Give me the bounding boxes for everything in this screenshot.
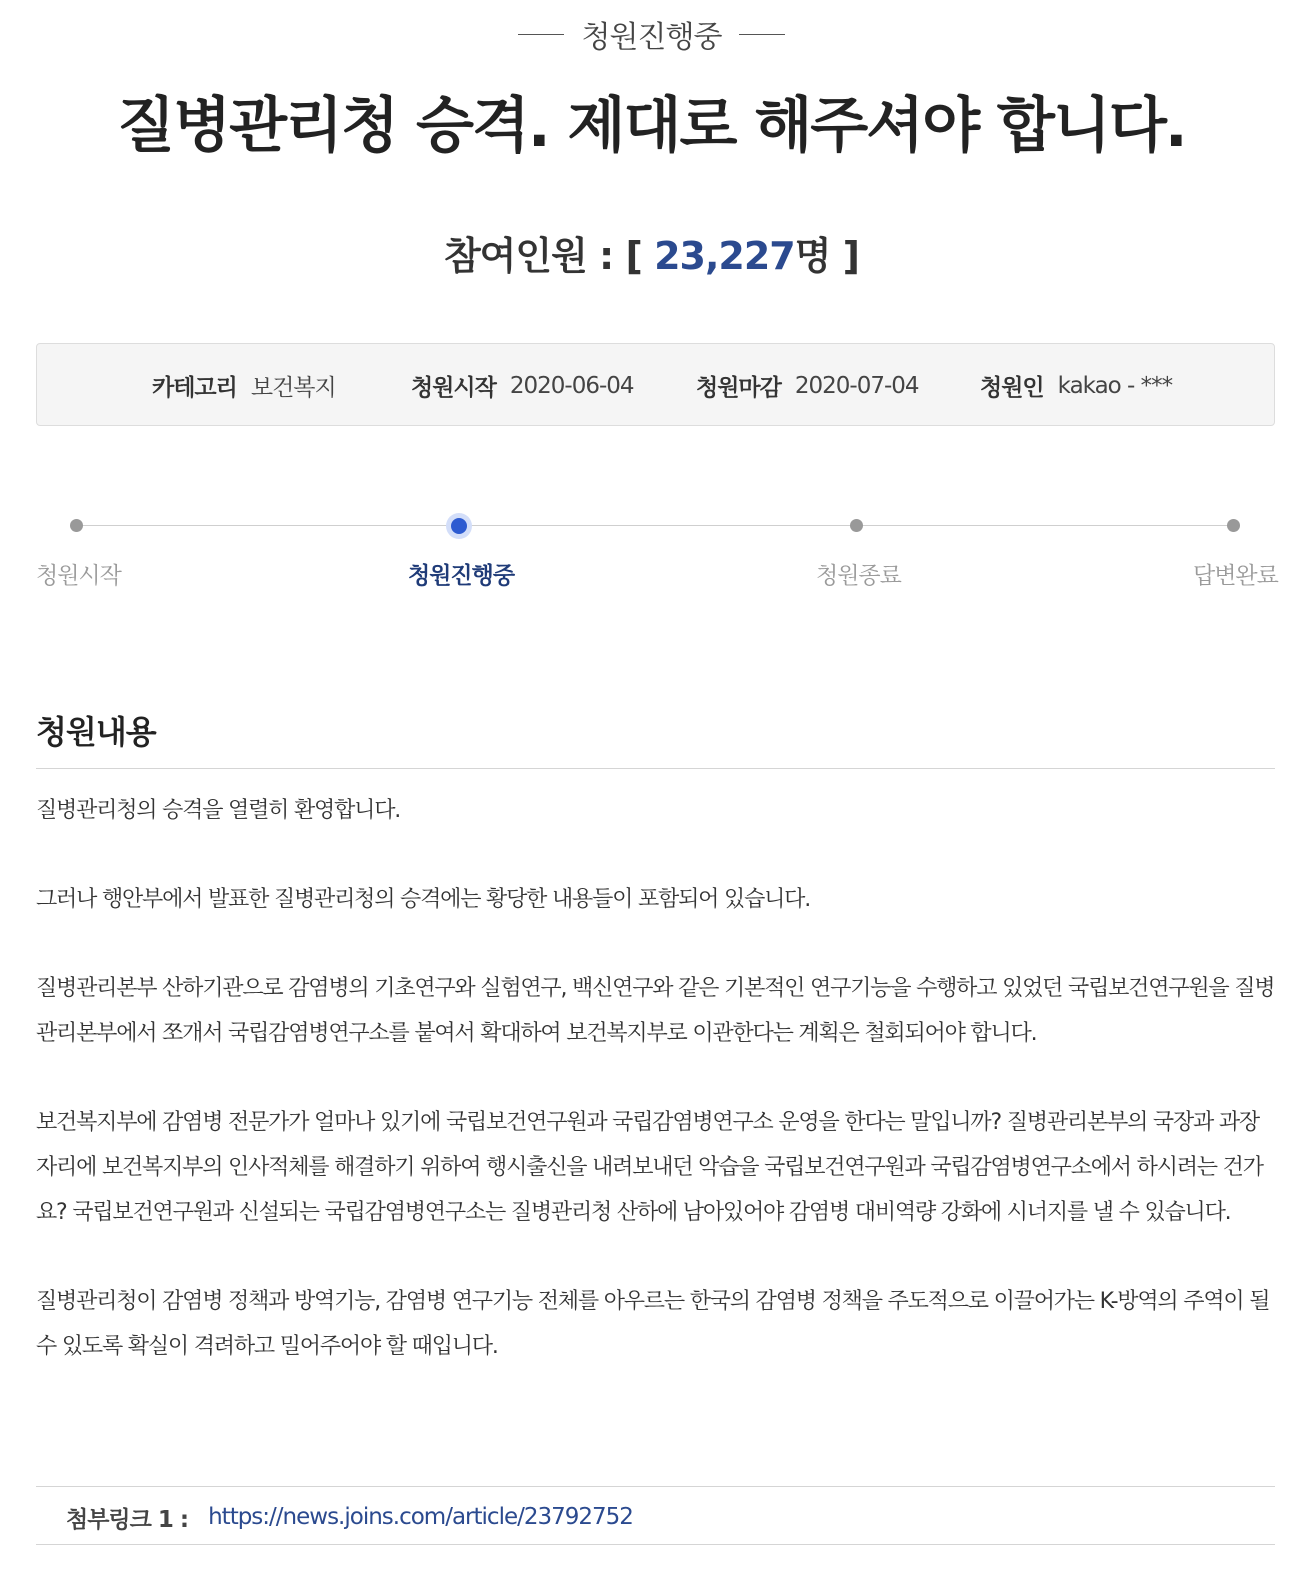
info-petitioner-value: kakao - *** — [1057, 372, 1173, 399]
content-paragraph-1: 질병관리청의 승격을 열렬히 환영합니다. — [36, 798, 401, 823]
content-paragraph-2: 그러나 행안부에서 발표한 질병관리청의 승격에는 황당한 내용들이 포함되어 있습니다. — [36, 887, 811, 912]
petition-title: 질병관리청 승격. 제대로 해주셔야 합니다. — [117, 91, 1186, 161]
progress-dot-answered — [1227, 519, 1240, 532]
attachment-top-divider — [36, 1486, 1275, 1487]
status-right-rule — [739, 34, 785, 35]
progress-dot-in-progress — [451, 518, 467, 534]
participants-suffix: 명 ] — [794, 234, 860, 278]
info-category-key: 카테고리 — [152, 375, 237, 401]
info-start-value: 2020-06-04 — [509, 372, 634, 399]
content-paragraph-3: 질병관리본부 산하기관으로 감염병의 기초연구와 실험연구, 백신연구와 같은 기본적인 연구기능을 수행하고 있었던 국립보건연구원을 질병관리본부에서 쪼개서 국립감염병연구소를 붙여서 확대하여 보건복지부로 이관한다는 계획은 철회되어야 합니다. — [36, 976, 1275, 1046]
petition-info-box — [36, 343, 1275, 426]
info-petitioner-key: 청원인 — [980, 375, 1044, 401]
info-petitioner — [980, 344, 1172, 427]
content-section-title: 청원내용 — [36, 713, 156, 751]
progress-dot-closed — [850, 519, 863, 532]
info-category — [152, 344, 336, 427]
petition-status-header — [0, 12, 1303, 56]
info-start-date — [411, 344, 634, 427]
petition-content — [36, 788, 1275, 1413]
info-end-value: 2020-07-04 — [794, 372, 919, 399]
progress-dot-start — [70, 519, 83, 532]
participants-count: 23,227 — [654, 234, 795, 278]
participants-label: 참여인원 : [ — [443, 234, 655, 278]
step-label-in-progress: 청원진행중 — [408, 563, 515, 589]
content-paragraph-5: 질병관리청이 감염병 정책과 방역기능, 감염병 연구기능 전체를 아우르는 한국의 감염병 정책을 주도적으로 이끌어가는 K-방역의 주역이 될 수 있도록 확실이 격려하고 밀어주어야 할 때입니다. — [36, 1289, 1270, 1359]
info-category-value: 보건복지 — [250, 375, 336, 401]
info-start-key: 청원시작 — [411, 375, 496, 401]
info-end-date — [696, 344, 919, 427]
attachment-bottom-divider — [36, 1544, 1275, 1545]
participants-count-line — [0, 226, 1303, 286]
attachment-row — [66, 1497, 633, 1537]
attachment-link[interactable]: https://news.joins.com/article/23792752 — [208, 1504, 633, 1530]
info-end-key: 청원마감 — [696, 375, 781, 401]
content-paragraph-4: 보건복지부에 감염병 전문가가 얼마나 있기에 국립보건연구원과 국립감염병연구소 운영을 한다는 말입니까? 질병관리본부의 국장과 과장자리에 보건복지부의 인사적체를 해결하기 위하여 행시출신을 내려보내던 악습을 국립보건연구원과 국립감염병연구소에서 하시려는 건가요? 국립보건연구원과 신설되는 국립감염병연구소는 질병관리청 산하에 남아있어야 감염병 대비역량 강화에 시너지를 낼 수 있습니다. — [36, 1110, 1263, 1225]
progress-track — [77, 525, 1234, 526]
status-left-rule — [518, 34, 564, 35]
attachment-label: 첨부링크 1 : — [66, 1506, 189, 1533]
step-label-answered: 답변완료 — [1193, 563, 1278, 589]
step-label-start: 청원시작 — [36, 563, 121, 589]
petition-status-label: 청원진행중 — [581, 20, 722, 55]
step-label-closed: 청원종료 — [816, 563, 901, 589]
content-top-divider — [36, 768, 1275, 769]
